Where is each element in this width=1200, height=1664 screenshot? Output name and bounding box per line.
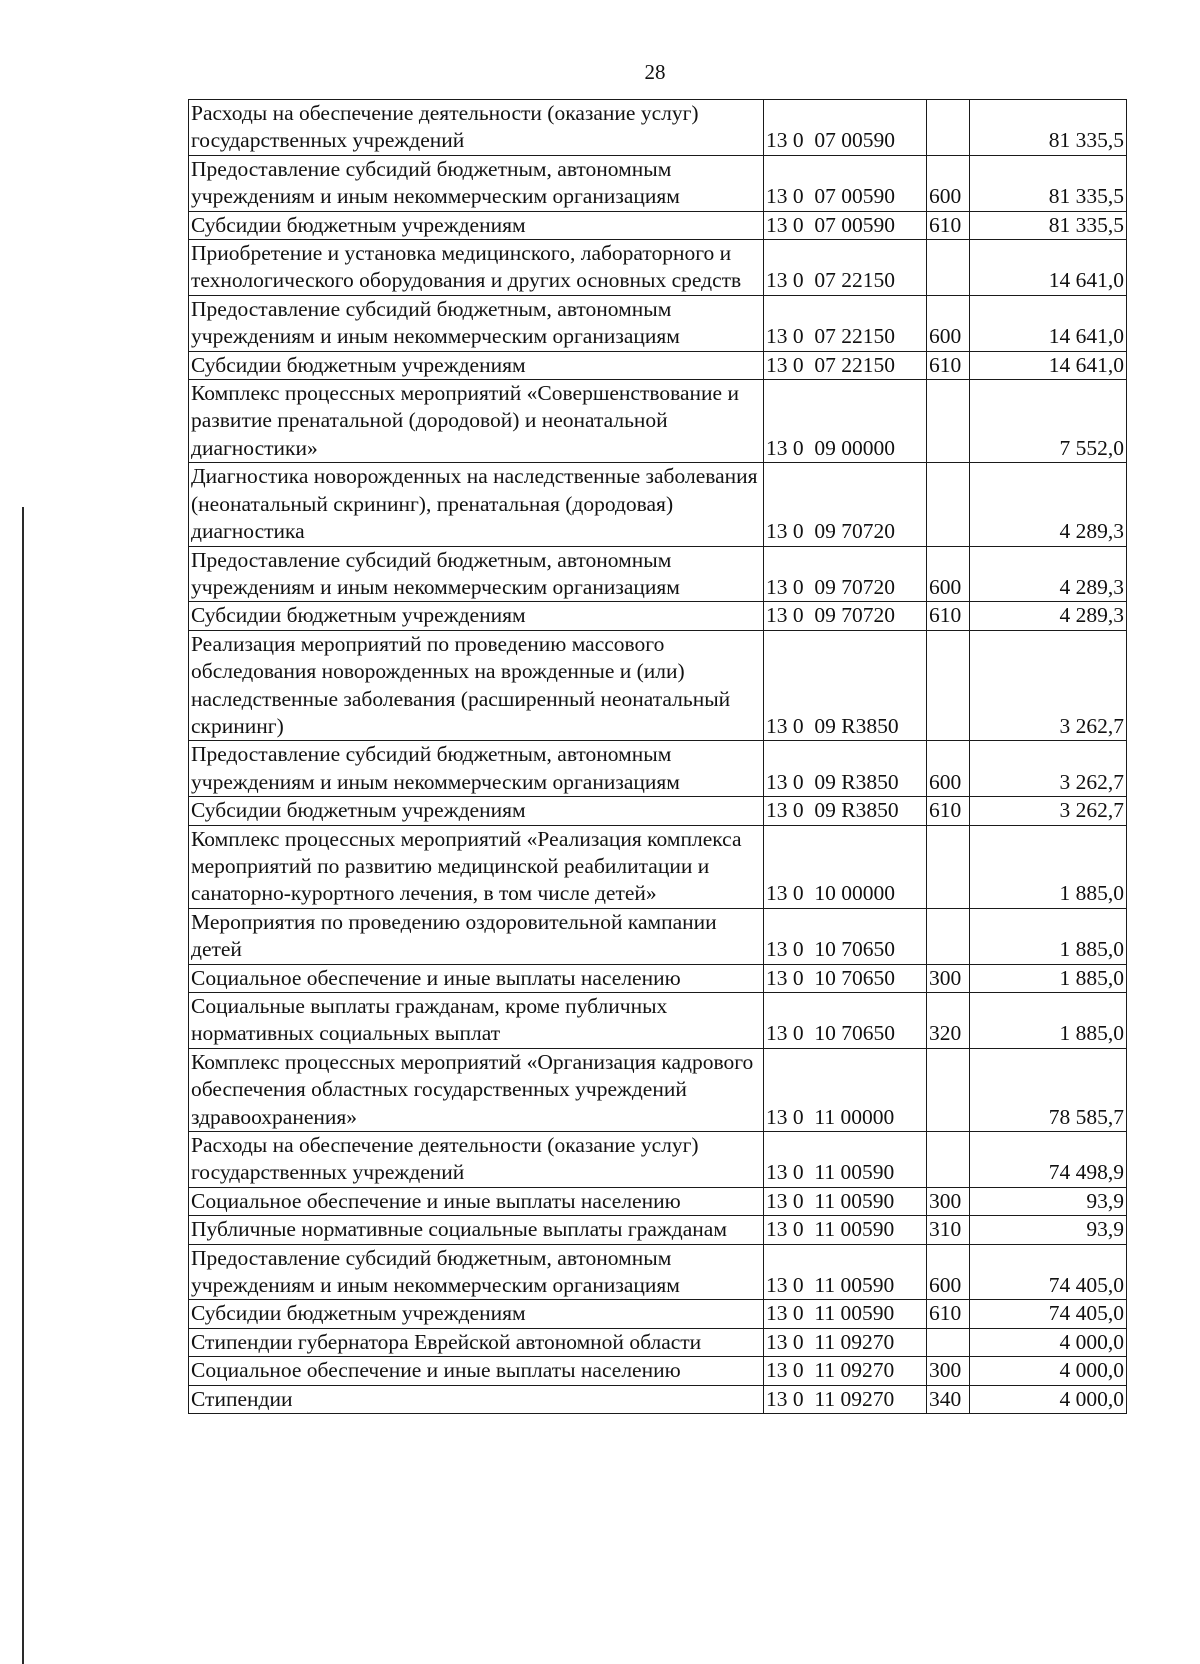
table-row <box>189 1300 1127 1328</box>
cell-sum: 14 641,0 <box>970 240 1127 296</box>
cell-name <box>189 295 764 351</box>
row-name-text: Субсидии бюджетным учреждениям <box>191 1301 526 1326</box>
row-name-text: Публичные нормативные социальные выплаты гражданам <box>191 1217 727 1242</box>
cell-code: 13 0 10 70650 <box>764 908 927 964</box>
cell-vr: 600 <box>927 295 970 351</box>
table-row <box>189 240 1127 296</box>
cell-vr <box>927 1328 970 1356</box>
row-name-text: Приобретение и установка медицинского, лабораторного и технологического оборудования и других основных средств <box>191 241 742 293</box>
table-row <box>189 1048 1127 1131</box>
cell-sum: 4 000,0 <box>970 1328 1127 1356</box>
cell-vr: 300 <box>927 1187 970 1215</box>
cell-sum: 81 335,5 <box>970 100 1127 156</box>
row-name-text: Мероприятия по проведению оздоровительной кампании детей <box>191 909 717 962</box>
cell-name <box>189 1187 764 1215</box>
row-name-text: Предоставление субсидий бюджетным, автономным учреждениям и иным некоммерческим организациям <box>191 156 680 209</box>
cell-name <box>189 1300 764 1328</box>
cell-code: 13 0 11 00000 <box>764 1048 927 1131</box>
cell-name <box>189 351 764 379</box>
cell-name <box>189 797 764 825</box>
table-row <box>189 602 1127 630</box>
cell-vr <box>927 908 970 964</box>
row-name-text: Социальное обеспечение и иные выплаты населению <box>191 1188 681 1213</box>
cell-sum: 1 885,0 <box>970 964 1127 992</box>
cell-sum: 1 885,0 <box>970 908 1127 964</box>
cell-sum: 4 289,3 <box>970 463 1127 546</box>
cell-sum: 74 498,9 <box>970 1132 1127 1188</box>
cell-vr: 340 <box>927 1385 970 1413</box>
row-name-text: Субсидии бюджетным учреждениям <box>191 212 526 237</box>
cell-name <box>189 1216 764 1244</box>
cell-code: 13 0 09 R3850 <box>764 797 927 825</box>
cell-name <box>189 1132 764 1188</box>
cell-name <box>189 1328 764 1356</box>
table-row <box>189 1385 1127 1413</box>
table-row <box>189 630 1127 741</box>
row-name-text: Социальное обеспечение и иные выплаты населению <box>191 1358 681 1383</box>
cell-sum: 93,9 <box>970 1216 1127 1244</box>
row-name-text: Субсидии бюджетным учреждениям <box>191 352 526 377</box>
cell-vr <box>927 240 970 296</box>
cell-vr: 310 <box>927 1216 970 1244</box>
cell-vr: 300 <box>927 964 970 992</box>
cell-code: 13 0 11 00590 <box>764 1300 927 1328</box>
cell-vr <box>927 380 970 463</box>
cell-name <box>189 211 764 239</box>
cell-code: 13 0 11 00590 <box>764 1187 927 1215</box>
cell-vr <box>927 825 970 908</box>
row-name-text: Предоставление субсидий бюджетным, автономным учреждениям и иным некоммерческим организациям <box>191 1245 680 1298</box>
cell-code: 13 0 11 00590 <box>764 1244 927 1300</box>
cell-name <box>189 825 764 908</box>
cell-vr: 610 <box>927 1300 970 1328</box>
row-name-text: Комплекс процессных мероприятий «Организация кадрового обеспечения областных государственных учреждений здравоохранения» <box>191 1049 754 1129</box>
cell-name <box>189 908 764 964</box>
cell-vr: 610 <box>927 351 970 379</box>
cell-sum: 3 262,7 <box>970 741 1127 797</box>
cell-name <box>189 741 764 797</box>
table-row <box>189 211 1127 239</box>
cell-sum: 7 552,0 <box>970 380 1127 463</box>
cell-sum: 4 000,0 <box>970 1385 1127 1413</box>
cell-vr <box>927 463 970 546</box>
cell-code: 13 0 10 70650 <box>764 964 927 992</box>
table-row <box>189 797 1127 825</box>
cell-sum: 93,9 <box>970 1187 1127 1215</box>
cell-sum: 14 641,0 <box>970 351 1127 379</box>
row-name-text: Расходы на обеспечение деятельности (оказание услуг) государственных учреждений <box>191 1133 699 1185</box>
cell-name <box>189 463 764 546</box>
cell-code: 13 0 11 09270 <box>764 1328 927 1356</box>
row-name-text: Предоставление субсидий бюджетным, автономным учреждениям и иным некоммерческим организациям <box>191 296 680 349</box>
cell-vr: 610 <box>927 602 970 630</box>
cell-vr: 600 <box>927 546 970 602</box>
row-name-text: Субсидии бюджетным учреждениям <box>191 603 526 628</box>
table-body <box>189 100 1127 1414</box>
cell-code: 13 0 10 70650 <box>764 993 927 1049</box>
cell-code: 13 0 09 00000 <box>764 380 927 463</box>
row-name-text: Субсидии бюджетным учреждениям <box>191 798 526 823</box>
cell-vr <box>927 100 970 156</box>
row-name-text: Комплекс процессных мероприятий «Реализация комплекса мероприятий по развитию медицинской реабилитации и санаторно-курортного лечения, в том числе детей» <box>191 826 742 906</box>
cell-name <box>189 1048 764 1131</box>
row-name-text: Социальное обеспечение и иные выплаты населению <box>191 965 681 990</box>
cell-vr: 600 <box>927 1244 970 1300</box>
cell-code: 13 0 09 R3850 <box>764 630 927 741</box>
cell-vr <box>927 1132 970 1188</box>
cell-sum: 81 335,5 <box>970 211 1127 239</box>
table-row <box>189 380 1127 463</box>
cell-code: 13 0 09 70720 <box>764 602 927 630</box>
row-name-text: Предоставление субсидий бюджетным, автономным учреждениям и иным некоммерческим организациям <box>191 547 680 599</box>
cell-vr <box>927 1048 970 1131</box>
cell-vr: 610 <box>927 797 970 825</box>
table-row <box>189 1244 1127 1300</box>
row-name-text: Стипендии <box>191 1386 293 1411</box>
cell-name <box>189 993 764 1049</box>
cell-sum: 14 641,0 <box>970 295 1127 351</box>
table-row <box>189 1187 1127 1215</box>
table-row <box>189 1328 1127 1356</box>
row-name-text: Предоставление субсидий бюджетным, автономным учреждениям и иным некоммерческим организациям <box>191 742 680 794</box>
table-row <box>189 1216 1127 1244</box>
row-name-text: Диагностика новорожденных на наследственные заболевания (неонатальный скрининг), пренатальная (дородовая) диагностика <box>191 464 758 544</box>
cell-sum: 3 262,7 <box>970 797 1127 825</box>
cell-sum: 1 885,0 <box>970 825 1127 908</box>
row-name-text: Социальные выплаты гражданам, кроме публичных нормативных социальных выплат <box>191 994 668 1046</box>
cell-sum: 74 405,0 <box>970 1244 1127 1300</box>
table-row <box>189 993 1127 1049</box>
cell-name <box>189 155 764 211</box>
cell-sum: 3 262,7 <box>970 630 1127 741</box>
cell-name <box>189 1244 764 1300</box>
cell-name <box>189 380 764 463</box>
budget-table <box>188 99 1127 1414</box>
cell-sum: 4 289,3 <box>970 546 1127 602</box>
cell-code: 13 0 07 22150 <box>764 240 927 296</box>
cell-name <box>189 1357 764 1385</box>
cell-code: 13 0 11 00590 <box>764 1132 927 1188</box>
cell-code: 13 0 07 22150 <box>764 351 927 379</box>
table-row <box>189 1132 1127 1188</box>
cell-code: 13 0 09 70720 <box>764 546 927 602</box>
cell-vr: 300 <box>927 1357 970 1385</box>
row-name-text: Реализация мероприятий по проведению массового обследования новорожденных на врожденные и (или) наследственные заболевания (расширенный неонатальный скрининг) <box>191 631 731 738</box>
cell-code: 13 0 09 R3850 <box>764 741 927 797</box>
cell-sum: 4 000,0 <box>970 1357 1127 1385</box>
cell-code: 13 0 07 00590 <box>764 100 927 156</box>
table-row <box>189 741 1127 797</box>
cell-name <box>189 240 764 296</box>
cell-code: 13 0 11 00590 <box>764 1216 927 1244</box>
table-row <box>189 964 1127 992</box>
cell-code: 13 0 11 09270 <box>764 1385 927 1413</box>
row-name-text: Стипендии губернатора Еврейской автономной области <box>191 1329 702 1354</box>
cell-code: 13 0 07 00590 <box>764 155 927 211</box>
table-row <box>189 1357 1127 1385</box>
cell-code: 13 0 10 00000 <box>764 825 927 908</box>
cell-vr: 600 <box>927 155 970 211</box>
cell-sum: 1 885,0 <box>970 993 1127 1049</box>
table-row <box>189 463 1127 546</box>
cell-sum: 78 585,7 <box>970 1048 1127 1131</box>
cell-sum: 4 289,3 <box>970 602 1127 630</box>
cell-code: 13 0 07 00590 <box>764 211 927 239</box>
table-row <box>189 908 1127 964</box>
scan-margin-line <box>22 507 24 1664</box>
cell-name <box>189 100 764 156</box>
cell-name <box>189 546 764 602</box>
cell-vr <box>927 630 970 741</box>
table-row <box>189 351 1127 379</box>
cell-name <box>189 602 764 630</box>
cell-code: 13 0 07 22150 <box>764 295 927 351</box>
row-name-text: Расходы на обеспечение деятельности (оказание услуг) государственных учреждений <box>191 101 699 153</box>
table-row <box>189 100 1127 156</box>
table-row <box>189 155 1127 211</box>
page-number: 28 <box>644 60 666 84</box>
cell-name <box>189 630 764 741</box>
cell-vr: 600 <box>927 741 970 797</box>
table-row <box>189 546 1127 602</box>
table-row <box>189 295 1127 351</box>
cell-code: 13 0 09 70720 <box>764 463 927 546</box>
table-row <box>189 825 1127 908</box>
cell-name <box>189 964 764 992</box>
cell-sum: 74 405,0 <box>970 1300 1127 1328</box>
cell-vr: 610 <box>927 211 970 239</box>
cell-vr: 320 <box>927 993 970 1049</box>
cell-code: 13 0 11 09270 <box>764 1357 927 1385</box>
cell-name <box>189 1385 764 1413</box>
row-name-text: Комплекс процессных мероприятий «Совершенствование и развитие пренатальной (дородовой) и неонатальной диагностики» <box>191 381 739 460</box>
cell-sum: 81 335,5 <box>970 155 1127 211</box>
